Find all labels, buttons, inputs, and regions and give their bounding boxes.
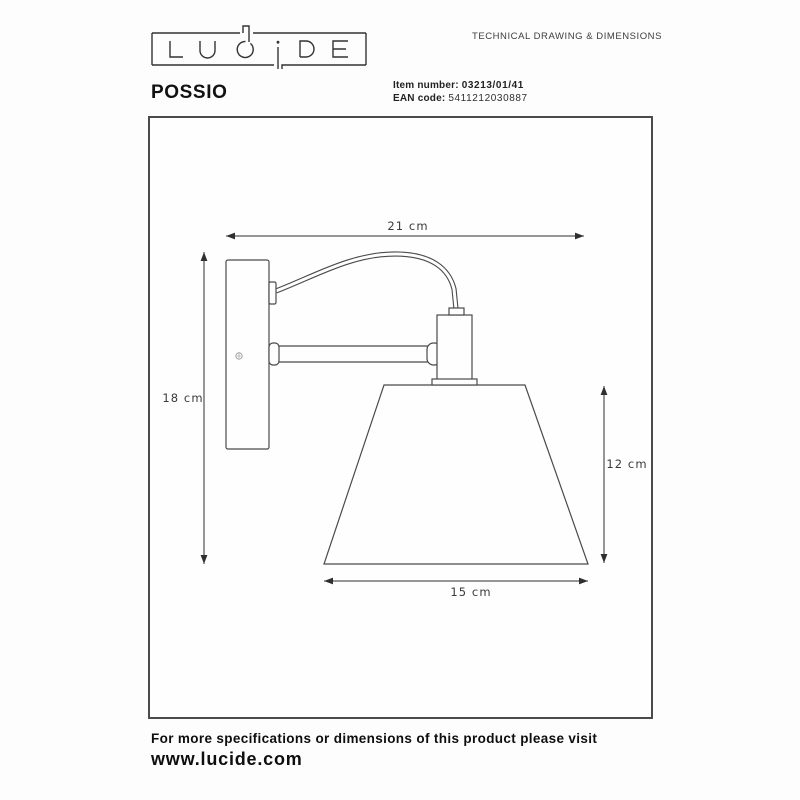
socket-body [437, 315, 472, 380]
dim-label-shade-height: 12 cm [606, 457, 648, 471]
footer [151, 731, 597, 770]
product-codes [393, 79, 528, 105]
document-title: TECHNICAL DRAWING & DIMENSIONS [472, 31, 662, 42]
product-name: POSSIO [151, 82, 228, 103]
footer-note: For more specifications or dimensions of this product please visit [151, 731, 598, 746]
technical-drawing-frame [148, 116, 653, 719]
technical-drawing [150, 118, 651, 717]
flex-cable-outline [276, 254, 456, 309]
lucide-logo-i-dot [277, 41, 280, 44]
lucide-logo-box [152, 26, 366, 69]
item-number-label: Item number: [393, 80, 459, 91]
lamp-shade [324, 385, 588, 564]
ean-value: 5411212030887 [448, 93, 528, 104]
dim-label-shade-width: 15 cm [450, 585, 492, 599]
wall-plate [226, 260, 269, 449]
cable-mount-tab [269, 282, 276, 304]
support-arm [277, 346, 430, 362]
socket-flange [432, 379, 477, 385]
ean-row [393, 92, 528, 105]
lucide-logo [150, 22, 368, 72]
screw-icon [236, 353, 242, 359]
dim-label-total-height: 18 cm [162, 391, 204, 405]
item-number-value: 03213/01/41 [461, 80, 524, 91]
lamp-drawing [226, 254, 588, 564]
item-number-row [393, 79, 528, 92]
socket-collar [449, 308, 464, 315]
ean-label: EAN code: [393, 93, 446, 104]
arm-left-cap [269, 343, 279, 365]
dim-label-total-width: 21 cm [387, 219, 429, 233]
footer-website: www.lucide.com [151, 749, 303, 769]
